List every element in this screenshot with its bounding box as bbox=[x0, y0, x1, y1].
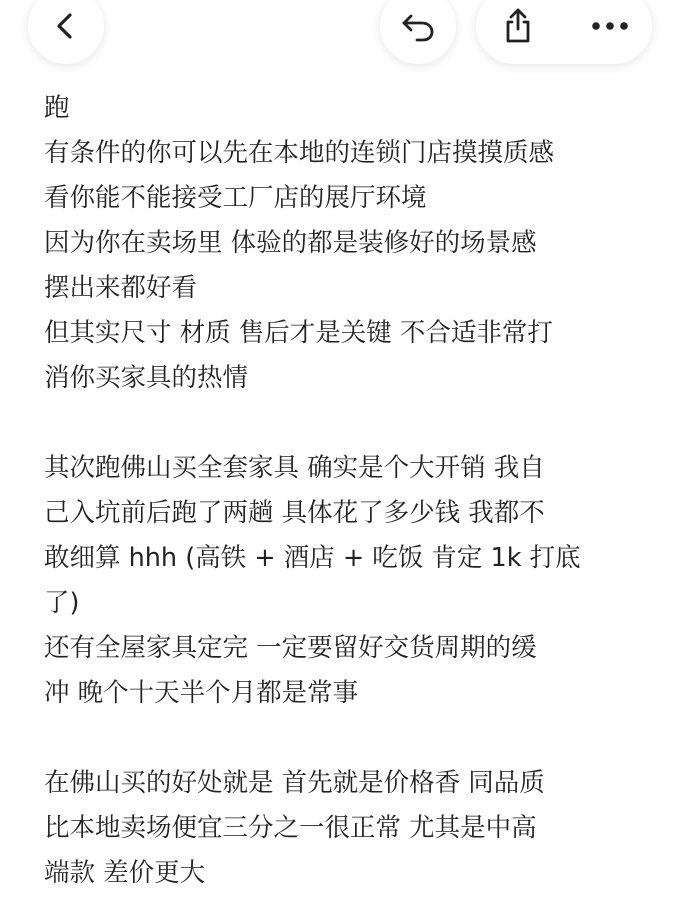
post-line: 看你能不能接受工厂店的展厅环境 bbox=[44, 183, 427, 213]
paragraph-gap bbox=[44, 401, 644, 446]
chevron-left-icon bbox=[51, 11, 81, 41]
more-dots-icon bbox=[590, 21, 630, 31]
post-line: 消你买家具的热情 bbox=[44, 363, 249, 393]
post-line: 摆出来都好看 bbox=[44, 273, 198, 303]
reply-icon bbox=[399, 10, 437, 42]
post-line: 敢细算 hhh (高铁 + 酒店 + 吃饭 肯定 1k 打底 bbox=[44, 543, 581, 573]
post-line: 比本地卖场便宜三分之一很正常 尤其是中高 bbox=[44, 813, 537, 843]
post-line: 跑 bbox=[44, 93, 70, 123]
post-line: 但其实尺寸 材质 售后才是关键 不合适非常打 bbox=[44, 318, 553, 348]
post-body bbox=[44, 86, 644, 896]
post-line: 冲 晚个十天半个月都是常事 bbox=[44, 678, 359, 708]
post-line: 其次跑佛山买全套家具 确实是个大开销 我自 bbox=[44, 453, 545, 483]
reply-button[interactable] bbox=[380, 0, 456, 64]
post-line: 端款 差价更大 bbox=[44, 858, 206, 888]
post-line: 己入坑前后跑了两趟 具体花了多少钱 我都不 bbox=[44, 498, 545, 528]
top-toolbar bbox=[0, 0, 680, 80]
share-icon bbox=[500, 7, 536, 45]
post-line: 因为你在卖场里 体验的都是装修好的场景感 bbox=[44, 228, 537, 258]
paragraph-gap bbox=[44, 716, 644, 761]
back-button[interactable] bbox=[28, 0, 104, 64]
more-button[interactable] bbox=[572, 0, 648, 64]
post-line: 在佛山买的好处就是 首先就是价格香 同品质 bbox=[44, 768, 545, 798]
post-line: 了) bbox=[44, 588, 80, 618]
post-line: 还有全屋家具定完 一定要留好交货周期的缓 bbox=[44, 633, 537, 663]
actions-pill bbox=[476, 0, 652, 64]
share-button[interactable] bbox=[480, 0, 556, 64]
post-line: 有条件的你可以先在本地的连锁门店摸摸质感 bbox=[44, 138, 555, 168]
